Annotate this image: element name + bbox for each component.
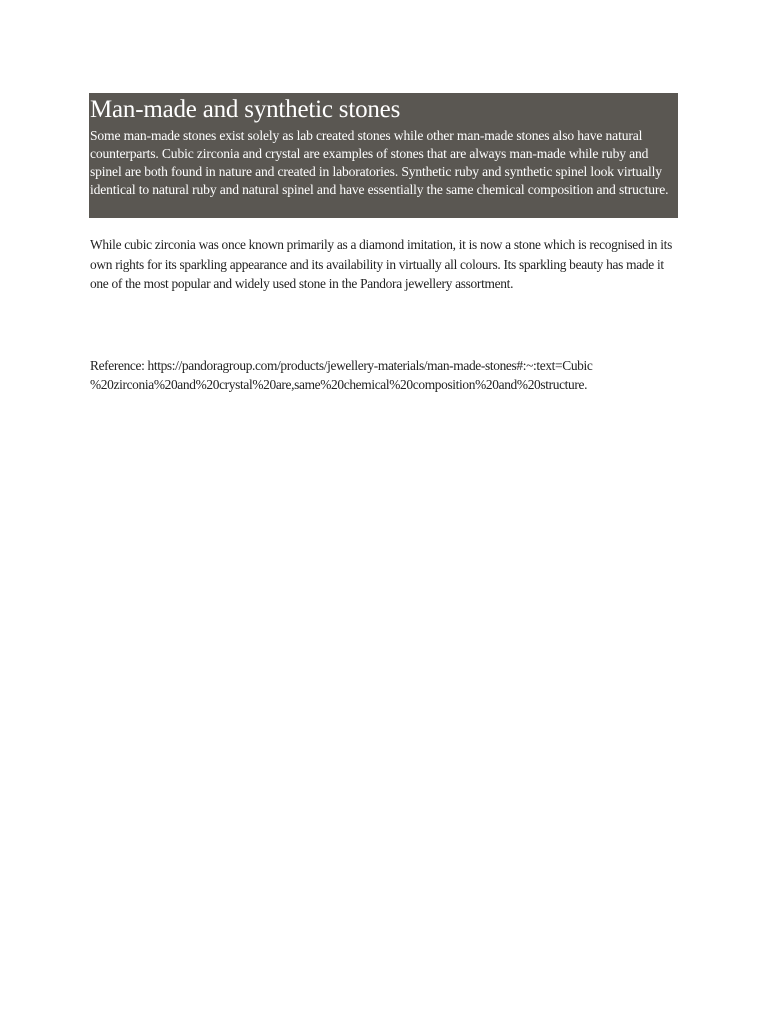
- reference-text: [90, 356, 680, 394]
- body-paragraph: While cubic zirconia was once known primarily as a diamond imitation, it is now a stone which is recognised in its own rights for its sparkling appearance and its availability in virtually all colours. Its sparkling beauty has made it one of the most popular and widely used stone in the Pandora jewellery assortment.: [90, 237, 672, 291]
- highlight-paragraph: Some man-made stones exist solely as lab created stones while other man-made stones also have natural counterparts. Cubic zirconia and crystal are examples of stones that are always man-made while ruby and spinel are both found in nature and created in laboratories. Synthetic ruby and synthetic spinel look virtually identical to natural ruby and natural spinel and have essentially the same chemical composition and structure.: [90, 128, 669, 197]
- reference-line-2: %20zirconia%20and%20crystal%20are,same%20chemical%20composition%20and%20structure.: [90, 377, 588, 392]
- highlight-block: [89, 93, 678, 218]
- page-title: Man-made and synthetic stones: [90, 96, 401, 123]
- reference-line-1: Reference: https://pandoragroup.com/products/jewellery-materials/man-made-stones#:~:text=Cubic: [90, 358, 593, 373]
